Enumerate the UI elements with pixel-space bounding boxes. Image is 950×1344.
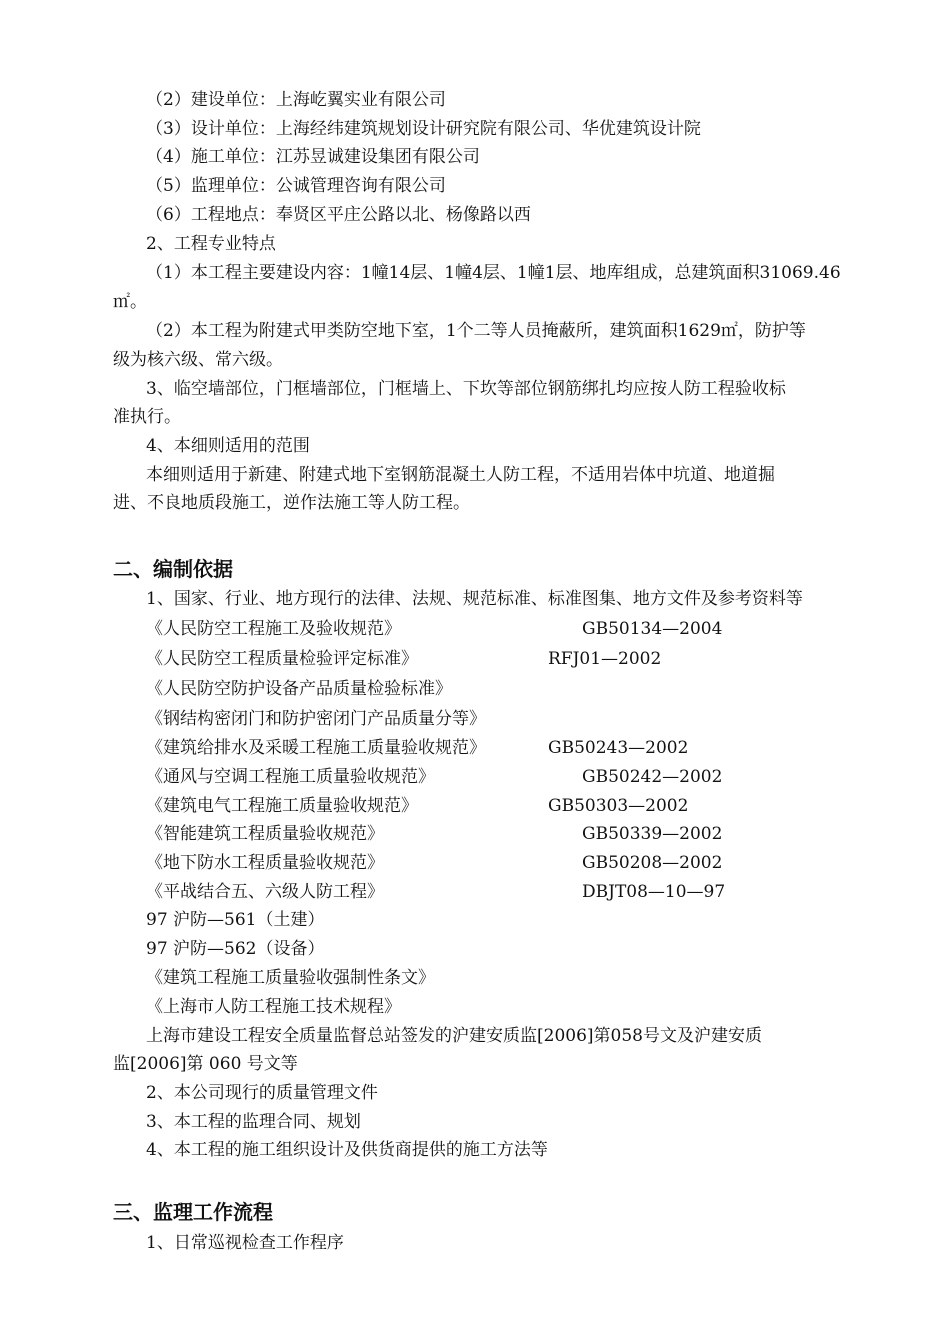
standard-code: GB50243—2002 [548, 738, 689, 758]
section2-doc-line2: 监[2006]第 060 号文等 [113, 1054, 298, 1074]
standard-name: 《人民防空工程施工及验收规范》 [146, 619, 401, 639]
standard-name: 《人民防空防护设备产品质量检验标准》 [146, 679, 452, 699]
section2-item4: 4、本工程的施工组织设计及供货商提供的施工方法等 [146, 1140, 548, 1160]
standard-code: DBJT08—10—97 [582, 882, 726, 902]
section3-title: 三、监理工作流程 [113, 1200, 273, 1224]
overview-item-builder: （2）建设单位：上海屹翼实业有限公司 [146, 90, 446, 110]
standard-name: 《钢结构密闭门和防护密闭门产品质量分等》 [146, 709, 486, 729]
standard-code: GB50339—2002 [582, 824, 723, 844]
standard-name: 《上海市人防工程施工技术规程》 [146, 997, 401, 1017]
section2-item3: 3、本工程的监理合同、规划 [146, 1112, 361, 1132]
standard-code: GB50208—2002 [582, 853, 723, 873]
standard-name: 《智能建筑工程质量验收规范》 [146, 824, 384, 844]
standard-name: 《地下防水工程质量验收规范》 [146, 853, 384, 873]
standard-code: GB50134—2004 [582, 619, 723, 639]
item3-line1: 3、临空墙部位，门框墙部位，门框墙上、下坎等部位钢筋绑扎均应按人防工程验收标 [146, 379, 786, 399]
standard-name: 《通风与空调工程施工质量验收规范》 [146, 767, 435, 787]
standard-code: GB50303—2002 [548, 796, 689, 816]
standard-name: 《建筑给排水及采暖工程施工质量验收规范》 [146, 738, 486, 758]
overview-item-location: （6）工程地点：奉贤区平庄公路以北、杨像路以西 [146, 205, 531, 225]
overview-item-contractor: （4）施工单位：江苏昱诚建设集团有限公司 [146, 147, 480, 167]
section2-item2: 2、本公司现行的质量管理文件 [146, 1083, 378, 1103]
overview-item-supervisor: （5）监理单位：公诚管理咨询有限公司 [146, 176, 446, 196]
section2-intro: 1、国家、行业、地方现行的法律、法规、规范标准、标准图集、地方文件及参考资料等 [146, 589, 803, 609]
section2-doc-line1: 上海市建设工程安全质量监督总站签发的沪建安质监[2006]第058号文及沪建安质 [146, 1026, 762, 1046]
section3-item1: 1、日常巡视检查工作程序 [146, 1233, 344, 1253]
features-p2-line2: 级为核六级、常六级。 [113, 350, 283, 370]
item4-line1: 本细则适用于新建、附建式地下室钢筋混凝土人防工程，不适用岩体中坑道、地道掘 [146, 465, 775, 485]
standard-code: GB50242—2002 [582, 767, 723, 787]
standard-name: 97 沪防—562（设备） [146, 939, 325, 959]
features-p1-line1: （1）本工程主要建设内容：1幢14层、1幢4层、1幢1层、地库组成，总建筑面积31069.46 [146, 263, 841, 283]
standard-name: 《人民防空工程质量检验评定标准》 [146, 649, 418, 669]
item3-line2: 准执行。 [113, 407, 181, 427]
section2-title: 二、编制依据 [113, 557, 233, 581]
standard-name: 《平战结合五、六级人防工程》 [146, 882, 384, 902]
standard-name: 97 沪防—561（土建） [146, 910, 325, 930]
item4-line2: 进、不良地质段施工，逆作法施工等人防工程。 [113, 493, 470, 513]
standard-name: 《建筑电气工程施工质量验收规范》 [146, 796, 418, 816]
overview-item-designer: （3）设计单位：上海经纬建筑规划设计研究院有限公司、华优建筑设计院 [146, 119, 701, 139]
features-heading: 2、工程专业特点 [146, 234, 276, 254]
standard-code: RFJ01—2002 [548, 649, 662, 669]
features-p1-line2: ㎡。 [113, 292, 147, 312]
features-p2-line1: （2）本工程为附建式甲类防空地下室，1个二等人员掩蔽所，建筑面积1629㎡，防护等 [146, 321, 806, 341]
standard-name: 《建筑工程施工质量验收强制性条文》 [146, 968, 435, 988]
item4-heading: 4、本细则适用的范围 [146, 436, 310, 456]
